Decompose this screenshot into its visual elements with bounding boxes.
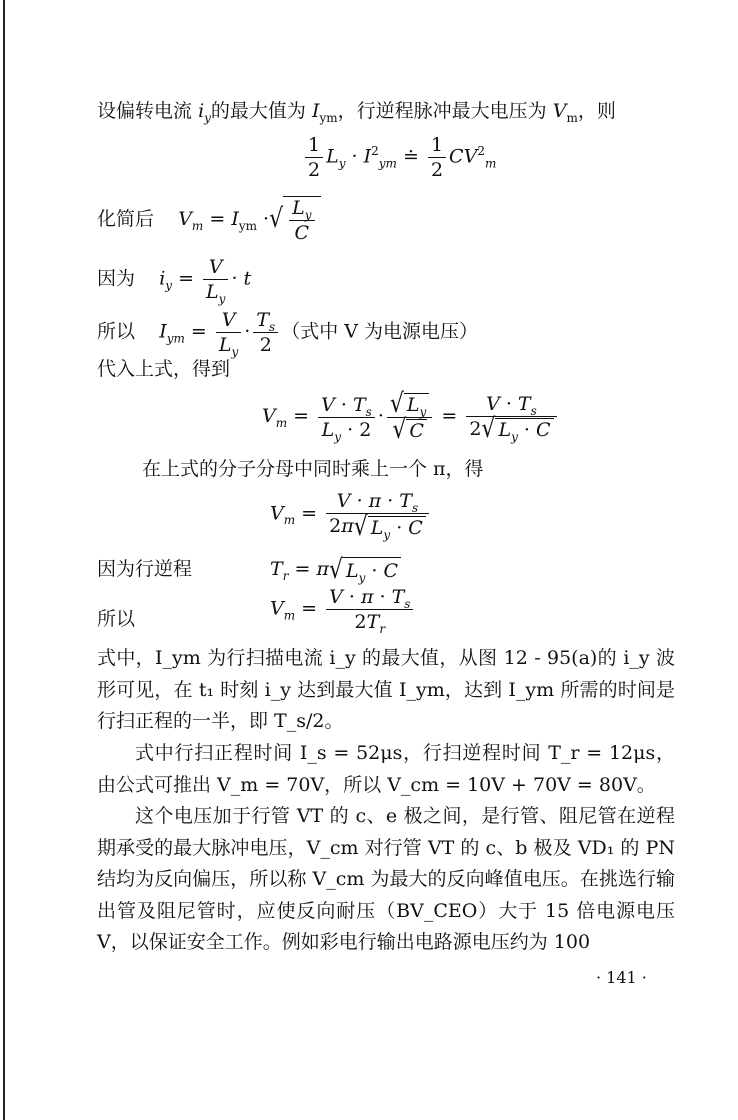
max-current-equation: 所以 $I_{ym}$ = $\frac{V}{L_y}$ · $\frac{T_s}{2}$ （式中 V 为电源电压） <box>97 309 478 359</box>
therefore-label-2: 所以 <box>97 608 136 630</box>
paragraph-2: 式中行扫正程时间 I_s = 52μs，行扫逆程时间 T_r = 12μs，由公式可推出 V_m = 70V，所以 V_cm = 10V + 70V = 80V。 <box>97 742 675 796</box>
simplified-equation: 化简后 $V_m = I_{ym}$ ·√ $\frac{L_y}{C}$ <box>97 196 321 244</box>
vm-equation-2: $V_m$ = $\frac{V \cdot \pi \cdot T_s}{2\pi√ L_y \cdot C}$ <box>270 490 432 539</box>
intro-line: 设偏转电流 $i_y$的最大值为 $I_{ym}$，行逆程脉冲最大电压为 $V_m$，则 <box>97 100 616 125</box>
vm-equation-1: $V_m$ = $\frac{V \cdot T_s}{L_y \cdot 2}$ · $\frac{√ L_y}{√ C}$ = $\frac{V \cdot T_s}{2√ L_y \cdot C}$ <box>262 392 560 442</box>
page-number: · 141 · <box>596 968 647 987</box>
substitute-text: 代入上式，得到 <box>97 358 231 380</box>
paragraph-3: 这个电压加于行管 VT 的 c、e 极之间，是行管、阻尼管在逆程期承受的最大脉冲电压，V_cm 对行管 VT 的 c、b 极及 VD₁ 的 PN 结均为反向偏压，所以称 V_cm 为最大的反向峰值电压。在挑选行输出管及阻尼管时，应使反向耐压（BV_CEO）大于 15 倍电源电压 V，以保证安全工作。例如彩电行输出电路源电压约为 100 <box>97 805 675 953</box>
retrace-equation: 因为行逆程 <box>97 558 193 580</box>
vm-equation-final: $V_m$ = $\frac{V \cdot \pi \cdot T_s}{2T_r}$ <box>270 586 416 633</box>
page-edge-line <box>3 0 5 1120</box>
multiply-pi-text: 在上式的分子分母中同时乘上一个 π，得 <box>142 458 484 480</box>
energy-equation: $\frac{1}{2}$ $L_y \cdot I^2_{ym}$ ≐ $\frac{1}{2}$ $CV^2_m$ <box>302 134 496 181</box>
current-equation: 因为 $i_y$ = $\frac{V}{L_y}$ · t <box>97 256 252 306</box>
tr-equation: $T_r = \pi√$ $L_y \cdot C$ <box>270 556 401 584</box>
paragraph-1: 式中，I_ym 为行扫描电流 i_y 的最大值，从图 12 - 95(a)的 i_y 波形可见，在 t₁ 时刻 i_y 达到最大值 I_ym，达到 I_ym 所需的时间是行扫正程的一半，即 T_s/2。 <box>97 647 675 732</box>
